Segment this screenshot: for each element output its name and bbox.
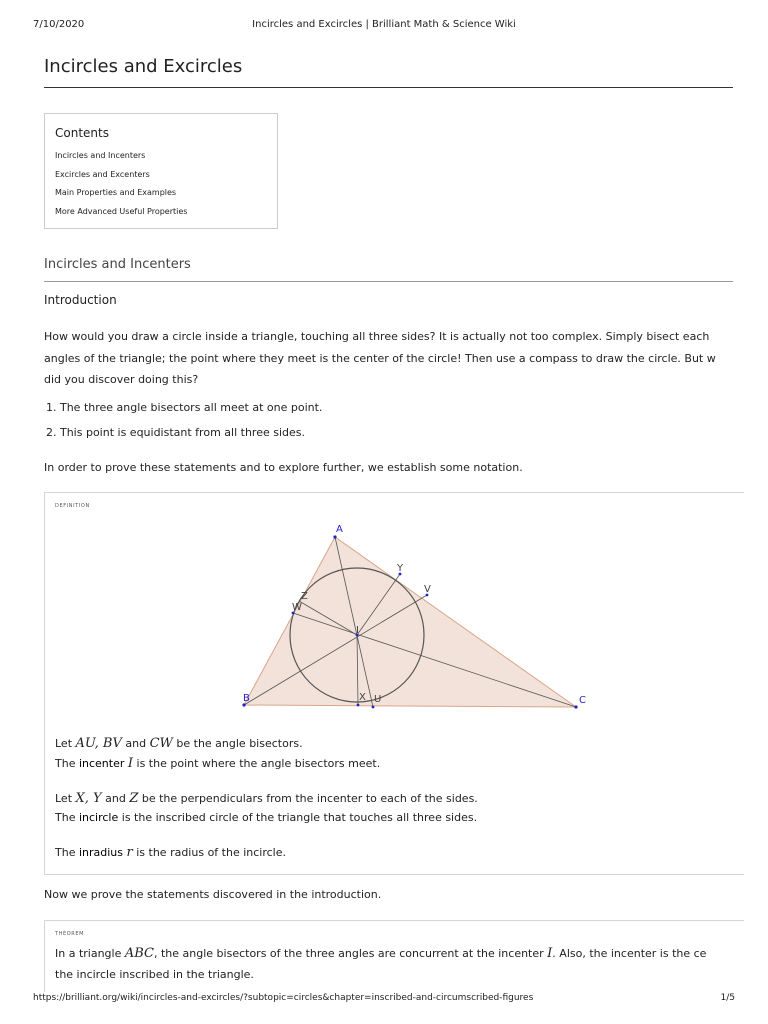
intro-line: did you discover doing this? [44,373,199,386]
page-title: Incircles and Excircles [44,56,243,77]
term-incircle: incircle [78,811,119,824]
table-of-contents [44,113,278,229]
observations-list [46,401,322,451]
label-x: X [359,692,366,703]
theorem-line-2: the incircle inscribed in the triangle. [55,968,254,981]
print-date: 7/10/2020 [33,19,85,30]
intro-paragraph [44,326,733,388]
label-b: B [243,693,250,704]
label-v: V [424,584,431,595]
label-u: U [374,694,382,705]
math-term: AU, BV [75,736,122,751]
toc-list [55,151,187,225]
theorem-line-1: In a triangle ABC, the angle bisectors of the three angles are concurrent at the incenter I. Also, the incenter is the ce [55,946,707,961]
math-term: CW [149,736,173,751]
term-inradius: inradius [78,846,124,859]
notation-paragraph: In order to prove these statements and to explore further, we establish some notation. [44,461,523,474]
triangle-abc [244,537,576,707]
definition-line-incenter: The incenter I is the point where the angle bisectors meet. [55,756,381,771]
math-term: ABC [124,946,154,961]
theorem-tag: THEOREM [55,931,85,937]
math-term: X, Y [75,791,102,806]
print-title: Incircles and Excircles | Brilliant Math & Science Wiki [252,19,516,30]
print-url: https://brilliant.org/wiki/incircles-and-excircles/?subtopic=circles&chapter=inscribed-and-circumscribed-figures [33,993,534,1003]
theorem-box [44,920,744,992]
label-i: I [356,625,359,636]
incircle-figure [235,517,595,717]
label-a: A [336,524,343,535]
toc-link-advanced-properties[interactable]: More Advanced Useful Properties [55,206,188,216]
definition-tag: DEFINITION [55,503,90,509]
definition-line-inradius: The inradius r is the radius of the incircle. [55,845,286,860]
math-term: Z [129,791,139,806]
definition-box [44,492,744,875]
transition-paragraph: Now we prove the statements discovered in the introduction. [44,888,382,901]
math-term: I [547,946,553,961]
term-incenter: incenter [78,757,125,770]
list-item: 2. This point is equidistant from all three sides. [46,426,305,439]
intro-line: How would you draw a circle inside a triangle, touching all three sides? It is actually not too complex. Simply bisect each [44,330,710,343]
section-title: Incircles and Incenters [44,257,191,272]
label-z: Z [301,591,308,602]
toc-link-incircles[interactable]: Incircles and Incenters [55,151,146,160]
label-c: C [579,695,586,706]
label-y: Y [397,563,404,574]
math-term: I [127,756,134,771]
section-divider [44,281,733,282]
toc-link-excircles[interactable]: Excircles and Excenters [55,169,150,179]
subsection-title: Introduction [44,293,117,307]
definition-line-perpendiculars: Let X, Y and Z be the perpendiculars from the incenter to each of the sides. [55,791,478,806]
list-item: 1. The three angle bisectors all meet at one point. [46,401,323,414]
definition-line-bisectors: Let AU, BV and CW be the angle bisectors. [55,736,303,751]
math-term: r [126,845,133,860]
toc-heading: Contents [55,126,109,140]
page-number: 1/5 [720,993,735,1003]
definition-line-incircle: The incircle is the inscribed circle of the triangle that touches all three sides. [55,811,478,824]
toc-link-main-properties[interactable]: Main Properties and Examples [55,188,177,197]
label-w: W [292,602,302,613]
intro-line: angles of the triangle; the point where they meet is the center of the circle! Then use a compass to draw the circle. But w [44,351,716,365]
title-divider [44,87,733,88]
